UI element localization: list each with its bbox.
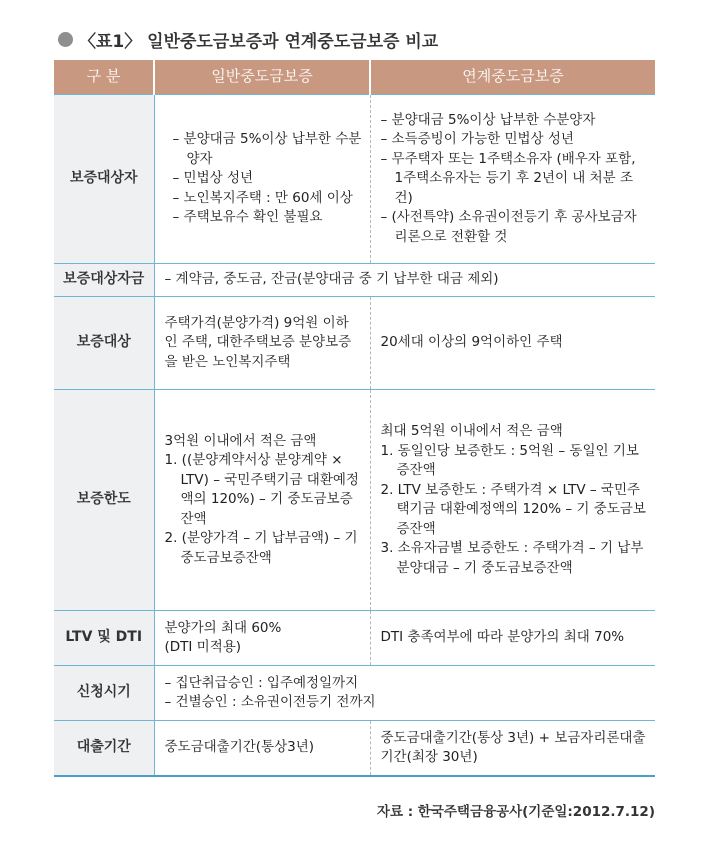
list-item: – 소득증빙이 가능한 민법상 성년 [380, 131, 574, 148]
list-item: 3. 소유자금별 보증한도 : 주택가격 – 기 납부 분양대금 – 기 중도금보증잔액 [380, 540, 644, 576]
row-ltv [54, 611, 655, 666]
list-item: – 집단취급승인 : 입주예정일까지 [164, 674, 359, 691]
source-note: 자료 : 한국주택금융공사(기준일:2012.7.12) [376, 804, 655, 820]
list-item: – 분양대금 5%이상 납부한 수분양자 [172, 131, 362, 167]
row-funds [54, 264, 655, 297]
cell-object-linked: 20세대 이상의 9억이하인 주택 [370, 297, 655, 390]
header-row [54, 60, 655, 95]
header-linked: 연계중도금보증 [370, 60, 655, 95]
cell-funds: – 계약금, 중도금, 잔금(분양대금 중 기 납부한 대금 제외) [154, 264, 655, 297]
header-category: 구 분 [54, 60, 154, 95]
table-title [58, 26, 438, 52]
table-title-text: 〈표1〉 일반중도금보증과 연계중도금보증 비교 [79, 31, 439, 52]
list-item: – 건별승인 : 소유권이전등기 전까지 [164, 694, 376, 710]
row-limit [54, 390, 655, 611]
cell-timing [154, 666, 655, 721]
row-label-funds: 보증대상자금 [54, 264, 154, 297]
row-object [54, 297, 655, 390]
row-target [54, 95, 655, 264]
row-label-limit: 보증한도 [54, 390, 154, 611]
row-label-target: 보증대상자 [54, 95, 154, 264]
list-item: – 분양대금 5%이상 납부한 수분양자 [380, 111, 596, 128]
cell-period-linked: 중도금대출기간(통상 3년) + 보금자리론대출기간(최장 30년) [370, 721, 655, 777]
list-item: – 주택보유수 확인 불필요 [172, 209, 323, 226]
list-item: – 민법상 성년 [172, 170, 254, 187]
row-label-object: 보증대상 [54, 297, 154, 390]
row-label-period: 대출기간 [54, 721, 154, 777]
list-item: – 노인복지주택 : 만 60세 이상 [172, 189, 353, 206]
list-item: 최대 5억원 이내에서 적은 금액 [380, 423, 563, 439]
row-period [54, 721, 655, 777]
list-item: (DTI 미적용) [164, 639, 242, 655]
list-item: 3억원 이내에서 적은 금액 [164, 432, 317, 449]
cell-target-linked [370, 95, 655, 264]
list-item: 2. (분양가격 – 기 납부금액) – 기 중도금보증잔액 [164, 530, 358, 566]
cell-ltv-general [154, 611, 370, 666]
circle-bullet-icon [58, 32, 73, 47]
cell-period-general: 중도금대출기간(통상3년) [154, 721, 370, 777]
list-item: 1. 동일인당 보증한도 : 5억원 – 동일인 기보증잔액 [380, 442, 639, 478]
cell-target-general [154, 95, 370, 264]
row-label-timing: 신청시기 [54, 666, 154, 721]
cell-ltv-linked: DTI 충족여부에 따라 분양가의 최대 70% [370, 611, 655, 666]
header-general: 일반중도금보증 [154, 60, 370, 95]
row-timing [54, 666, 655, 721]
list-item: 2. LTV 보증한도 : 주택가격 × LTV – 국민주택기금 대환예정액의 120% – 기 중도금보증잔액 [380, 481, 646, 537]
list-item: – (사전특약) 소유권이전등기 후 공사보금자리론으로 전환할 것 [380, 209, 637, 245]
list-item: 분양가의 최대 60% [164, 619, 282, 636]
cell-limit-general [154, 390, 370, 611]
list-item: – 무주택자 또는 1주택소유자 (배우자 포함, 1주택소유자는 등기 후 2년이 내 처분 조건) [380, 150, 636, 206]
list-item: 1. ((분양계약서상 분양계약 × LTV) – 국민주택기금 대환예정액의 120%) – 기 중도금보증잔액 [164, 452, 359, 527]
cell-object-general: 주택가격(분양가격) 9억원 이하인 주택, 대한주택보증 분양보증을 받은 노인복지주택 [154, 297, 370, 390]
row-label-ltv: LTV 및 DTI [54, 611, 154, 666]
comparison-table [54, 60, 655, 777]
cell-limit-linked [370, 390, 655, 611]
